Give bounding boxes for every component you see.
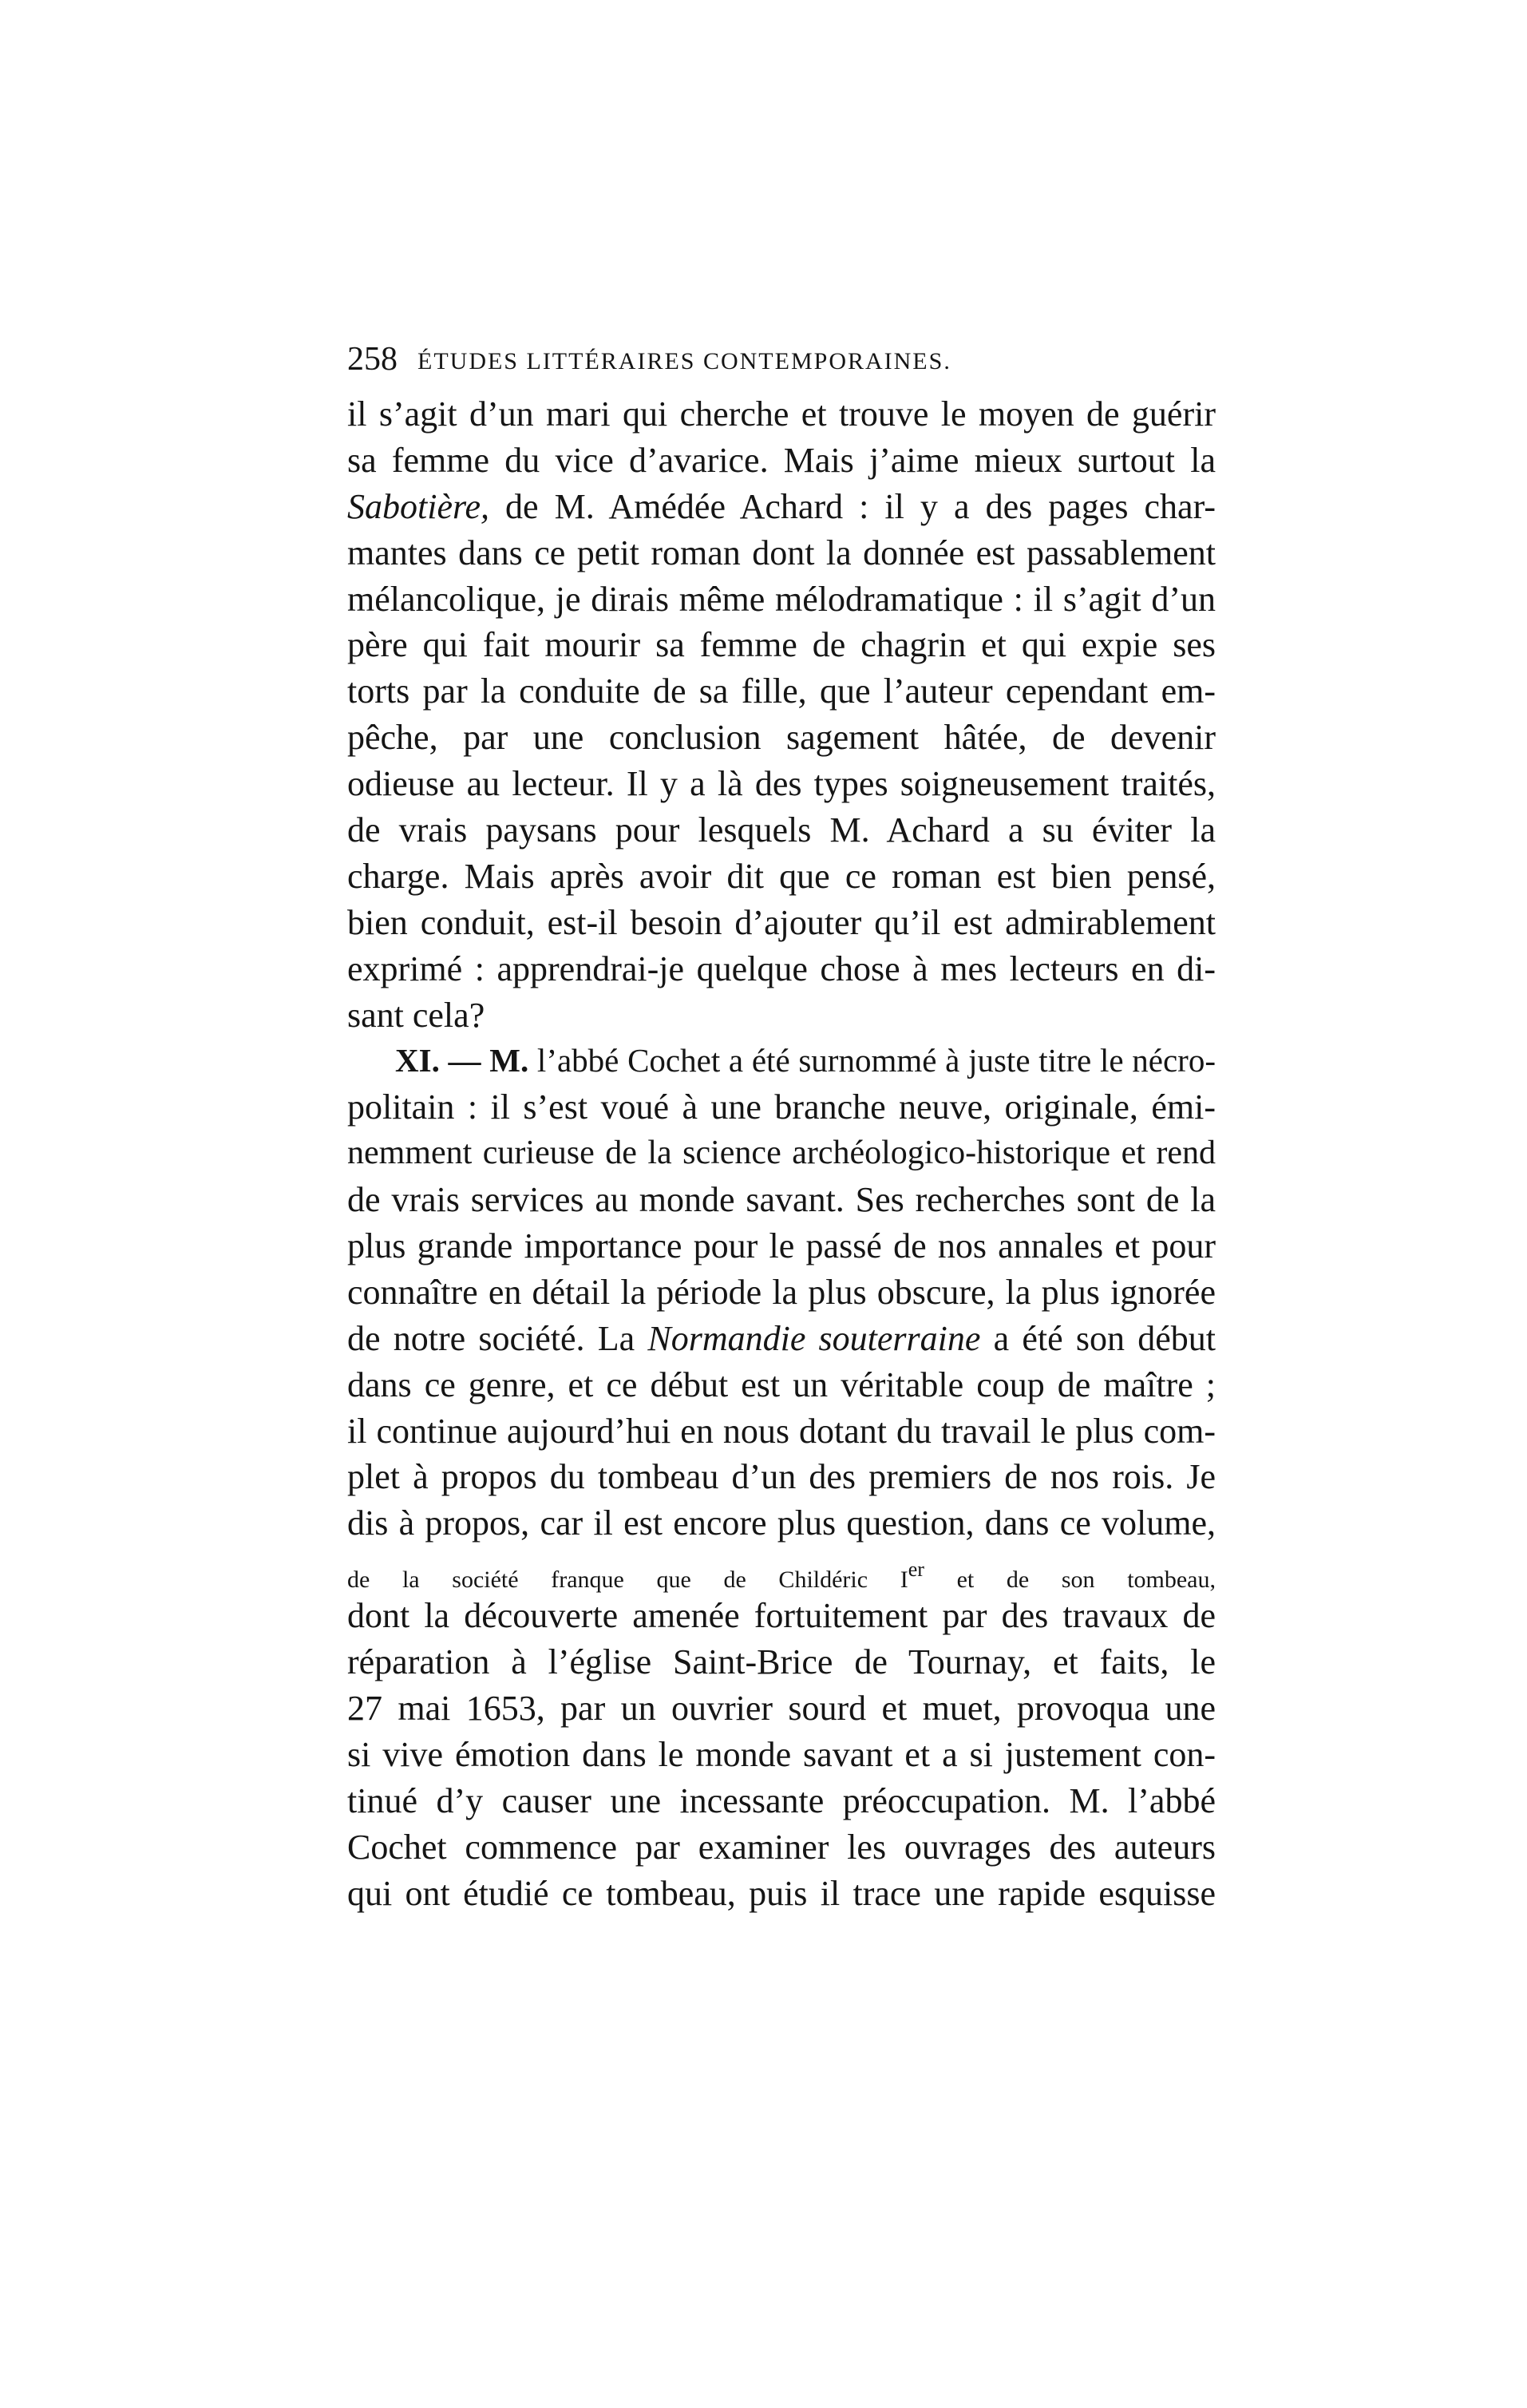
text-segment: odieuse au lecteur. Il y a là des types soigneusement traités, [347, 764, 1216, 804]
text-line [347, 807, 1216, 853]
text-segment: Cochet commence par examiner les ouvrages des auteurs [347, 1827, 1216, 1867]
text-segment: sa femme du vice d’avarice. Mais j’aime mieux surtout la [347, 440, 1216, 480]
text-line [347, 1408, 1216, 1455]
text-segment: de vrais services au monde savant. Ses recherches sont de la [347, 1180, 1216, 1220]
text-segment: XI. — M. [395, 1042, 529, 1079]
text-line [347, 715, 1216, 761]
text-segment: si vive émotion dans le monde savant et a si justement con- [347, 1734, 1216, 1774]
text-segment: sant cela? [347, 995, 485, 1035]
text-line [347, 761, 1216, 807]
text-line [347, 438, 1216, 484]
text-segment: tinué d’y causer une incessante préoccupation. M. l’abbé [347, 1780, 1216, 1820]
text-line [347, 1593, 1216, 1639]
text-segment: charge. Mais après avoir dit que ce roman est bien pensé, [347, 856, 1216, 896]
text-segment: mantes dans ce petit roman dont la donnée est passablement [347, 533, 1216, 572]
text-segment: 27 mai 1653, par un ouvrier sourd et muet, provoqua une [347, 1688, 1216, 1728]
text-line [347, 1685, 1216, 1732]
text-segment: exprimé : apprendrai-je quelque chose à mes lecteurs en di- [347, 949, 1216, 988]
text-line [347, 1500, 1216, 1547]
text-segment: père qui fait mourir sa femme de chagrin et qui expie ses [347, 625, 1216, 665]
text-line [347, 1871, 1216, 1917]
text-line [347, 1824, 1216, 1871]
text-segment: de M. Amédée Achard : il y a des pages char- [489, 486, 1216, 526]
text-segment: pêche, par une conclusion sagement hâtée, de devenir [347, 718, 1216, 758]
text-line [347, 1547, 1216, 1593]
text-line [347, 1778, 1216, 1824]
text-segment: de la société franque que de Childéric I [347, 1566, 908, 1594]
text-line [347, 1639, 1216, 1685]
text-segment: dont la découverte amenée fortuitement par des travaux de [347, 1596, 1216, 1636]
text-line [347, 1177, 1216, 1223]
text-line [347, 1362, 1216, 1408]
text-segment: l’abbé Cochet a été surnommé à juste titre le nécro- [528, 1042, 1216, 1079]
superscript: er [908, 1558, 924, 1582]
text-segment: de notre société. La [347, 1318, 648, 1358]
text-segment: nemment curieuse de la science archéologico-historique et rend [347, 1135, 1216, 1172]
text-segment: il s’agit d’un mari qui cherche et trouve le moyen de guérir [347, 394, 1216, 434]
running-header [347, 339, 1217, 379]
text-line [347, 946, 1216, 992]
text-segment: plet à propos du tombeau d’un des premiers de nos rois. Je [347, 1457, 1216, 1497]
text-line [347, 853, 1216, 900]
italic-text: Sabotière, [347, 486, 489, 526]
text-segment: et de son tombeau, [924, 1566, 1216, 1594]
body-text [347, 391, 1216, 1916]
text-line [347, 1732, 1216, 1778]
text-line [347, 1131, 1216, 1177]
running-title: ÉTUDES LITTÉRAIRES CONTEMPORAINES. [417, 348, 951, 374]
text-line [347, 622, 1216, 668]
text-line [347, 1038, 1216, 1084]
text-segment: politain : il s’est voué à une branche neuve, originale, émi- [347, 1087, 1216, 1127]
text-segment: bien conduit, est-il besoin d’ajouter qu’il est admirablement [347, 902, 1216, 942]
text-line [347, 1454, 1216, 1500]
text-segment: connaître en détail la période la plus obscure, la plus ignorée [347, 1272, 1216, 1312]
text-segment: réparation à l’église Saint-Brice de Tournay, et faits, le [347, 1642, 1216, 1682]
text-line [347, 1084, 1216, 1131]
text-segment: de vrais paysans pour lesquels M. Achard a su éviter la [347, 810, 1216, 850]
text-line [347, 992, 1216, 1039]
text-segment: plus grande importance pour le passé de nos annales et pour [347, 1226, 1216, 1266]
text-line [347, 1223, 1216, 1269]
italic-text: Normandie souterraine [647, 1318, 981, 1358]
text-line [347, 900, 1216, 946]
text-line [347, 391, 1216, 438]
text-line [347, 484, 1216, 530]
text-segment: mélancolique, je dirais même mélodramatique : il s’agit d’un [347, 579, 1216, 619]
page-number: 258 [347, 341, 398, 378]
text-segment: a été son début [980, 1318, 1216, 1358]
text-segment: torts par la conduite de sa fille, que l’auteur cependant em- [347, 671, 1216, 711]
text-line [347, 1316, 1216, 1362]
text-line [347, 1269, 1216, 1316]
text-segment: dis à propos, car il est encore plus question, dans ce volume, [347, 1503, 1216, 1543]
text-line [347, 530, 1216, 576]
text-line [347, 576, 1216, 623]
text-line [347, 668, 1216, 715]
text-segment: qui ont étudié ce tombeau, puis il trace une rapide esquisse [347, 1873, 1216, 1913]
text-segment: dans ce genre, et ce début est un véritable coup de maître ; [347, 1364, 1216, 1404]
text-segment: il continue aujourd’hui en nous dotant du travail le plus com- [347, 1411, 1216, 1451]
